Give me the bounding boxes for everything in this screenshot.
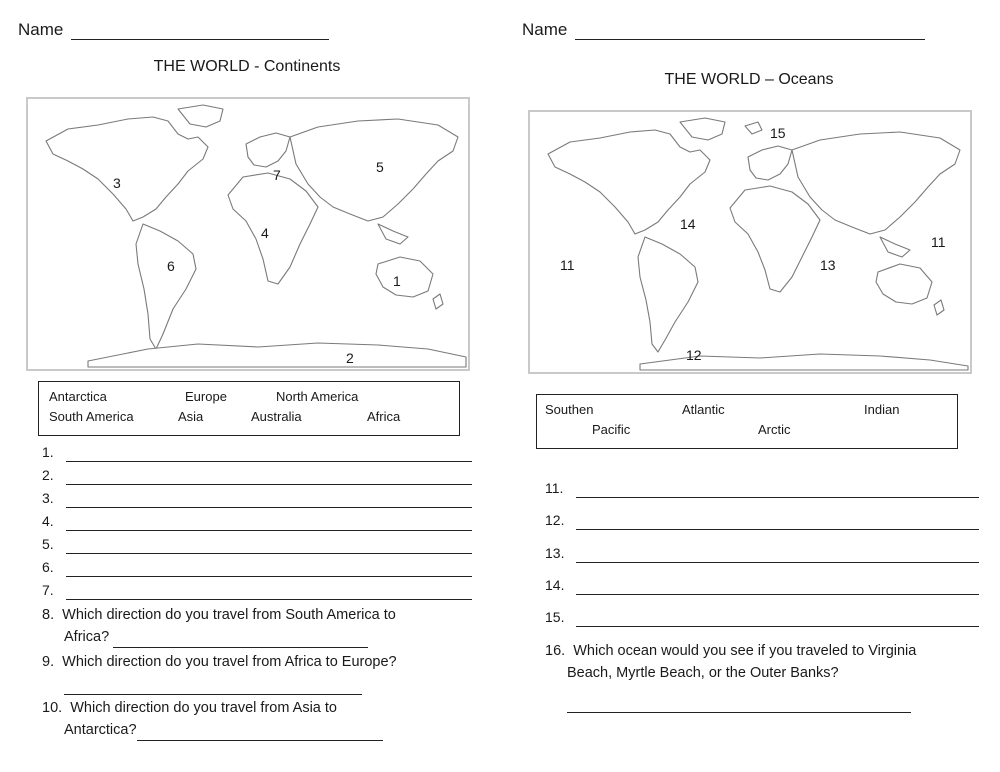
answer-line[interactable] <box>576 594 979 595</box>
answer-row: 12. <box>545 512 981 534</box>
map-number-14: 14 <box>680 216 696 232</box>
answer-row: 4. <box>42 513 474 535</box>
left-name-label: Name <box>18 20 64 39</box>
word-bank-item: Europe <box>185 389 227 404</box>
map-number-6: 6 <box>167 258 175 274</box>
word-bank-item: Southen <box>545 402 594 417</box>
answer-row: 1. <box>42 444 474 466</box>
map-number-11: 11 <box>931 234 946 250</box>
answer-row: 13. <box>545 545 981 567</box>
answer-line[interactable] <box>576 497 979 498</box>
answer-line[interactable] <box>576 626 979 627</box>
answer-line[interactable] <box>66 553 472 554</box>
left-name-input[interactable] <box>71 21 329 40</box>
word-bank-item: Asia <box>178 409 204 424</box>
answer-row: 5. <box>42 536 474 558</box>
oceans-map <box>528 110 972 374</box>
right-page-title: THE WORLD – Oceans <box>664 71 834 88</box>
word-bank-item: Australia <box>251 409 302 424</box>
question-9: 9. Which direction do you travel from Africa to Europe? <box>42 651 482 695</box>
answer-line[interactable] <box>576 529 979 530</box>
map-number-2: 2 <box>346 350 354 366</box>
map-number-12: 12 <box>686 347 702 363</box>
word-bank-item: North America <box>276 389 359 404</box>
right-name-label: Name <box>522 20 568 39</box>
answer-line[interactable] <box>137 724 383 741</box>
map-number-15: 15 <box>770 125 786 141</box>
left-page-title: THE WORLD - Continents <box>153 58 341 75</box>
question-16: 16. Which ocean would you see if you traveled to Virginia Beach, Myrtle Beach, or the Outer Banks? <box>545 643 917 681</box>
word-bank-item: Atlantic <box>682 402 725 417</box>
answer-line[interactable] <box>66 484 472 485</box>
map-number-13: 13 <box>820 257 836 273</box>
word-bank-item: Arctic <box>758 422 791 437</box>
right-name-input[interactable] <box>575 21 925 40</box>
question-10: 10. Which direction do you travel from Asia to Antarctica? <box>42 697 482 741</box>
answer-row: 14. <box>545 577 981 599</box>
answer-row: 11. <box>545 480 981 502</box>
answer-line[interactable] <box>576 562 979 563</box>
world-outline <box>46 105 466 367</box>
left-name-row <box>18 20 329 40</box>
answer-line[interactable] <box>66 461 472 462</box>
word-bank-item: South America <box>49 409 134 424</box>
answer-row: 7. <box>42 582 474 604</box>
answer-line[interactable] <box>66 599 472 600</box>
answer-row: 6. <box>42 559 474 581</box>
map-number-11: 11 <box>560 257 575 273</box>
map-number-4: 4 <box>261 225 269 241</box>
question-8: 8. Which direction do you travel from South America to Africa? <box>42 604 482 648</box>
oceans-word-bank <box>536 394 958 449</box>
word-bank-item: Indian <box>864 402 900 417</box>
map-number-5: 5 <box>376 159 384 175</box>
map-number-1: 1 <box>393 273 401 289</box>
map-number-3: 3 <box>113 175 121 191</box>
word-bank-item: Africa <box>367 409 401 424</box>
map-number-7: 7 <box>273 167 281 183</box>
answer-line[interactable] <box>66 507 472 508</box>
answer-row: 15. <box>545 609 981 631</box>
word-bank-item: Antarctica <box>49 389 107 404</box>
continents-word-bank <box>38 381 460 436</box>
word-bank-item: Pacific <box>592 422 631 437</box>
continents-map <box>26 97 470 371</box>
answer-row: 3. <box>42 490 474 512</box>
answer-row: 2. <box>42 467 474 489</box>
right-name-row <box>522 20 925 40</box>
answer-line[interactable] <box>113 631 368 648</box>
answer-line[interactable] <box>567 712 911 713</box>
answer-line[interactable] <box>66 530 472 531</box>
answer-line[interactable] <box>64 678 362 695</box>
answer-line[interactable] <box>66 576 472 577</box>
world-outline <box>548 118 968 370</box>
